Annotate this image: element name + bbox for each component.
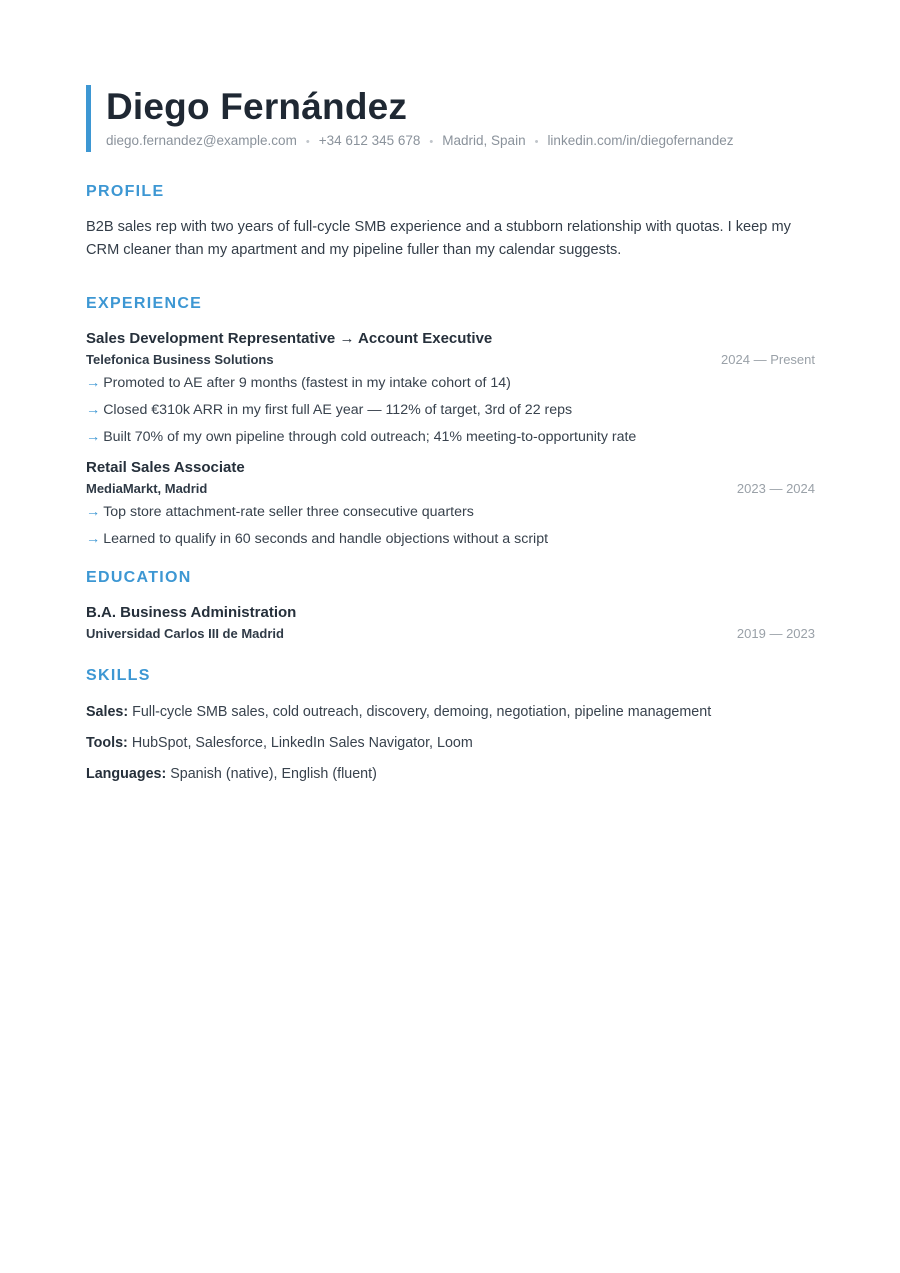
list-item (86, 427, 815, 447)
skill-row (86, 733, 815, 753)
skill-value: Spanish (native), English (fluent) (170, 766, 377, 782)
section-title-experience: EXPERIENCE (86, 295, 203, 312)
list-item (86, 529, 815, 549)
job-title: Retail Sales Associate (86, 459, 245, 476)
candidate-name: Diego Fernández (106, 86, 408, 127)
separator-dot: • (429, 136, 434, 148)
contact-email: diego.fernandez@example.com (106, 133, 297, 148)
education-section (86, 568, 815, 641)
separator-dot: • (534, 136, 539, 148)
skill-row (86, 702, 815, 722)
skill-label: Languages: (86, 766, 167, 782)
section-title-skills: SKILLS (86, 667, 151, 684)
job-company: MediaMarkt, Madrid (86, 481, 208, 496)
section-title-profile: PROFILE (86, 183, 165, 200)
education-dates: 2019 — 2023 (736, 626, 815, 641)
job-bullets (86, 502, 815, 549)
job-bullets (86, 373, 815, 447)
education-entry (86, 603, 815, 641)
school-name: Universidad Carlos III de Madrid (86, 626, 284, 641)
degree-title: B.A. Business Administration (86, 604, 297, 621)
separator-dot: • (305, 136, 310, 148)
job-dates: 2023 — 2024 (736, 481, 815, 496)
job-company: Telefonica Business Solutions (86, 352, 274, 367)
arrow-right-icon: → (86, 531, 101, 547)
skill-row (86, 764, 815, 784)
bullet-text: Closed €310k ARR in my first full AE year — 112% of target, 3rd of 22 reps (103, 402, 573, 418)
resume-header (86, 85, 734, 152)
arrow-right-icon: → (86, 429, 101, 445)
list-item (86, 400, 815, 420)
bullet-text: Promoted to AE after 9 months (fastest in my intake cohort of 14) (103, 375, 511, 391)
education-meta (86, 626, 815, 641)
job-entry (86, 329, 815, 447)
skills-list (86, 702, 815, 784)
profile-section (86, 182, 815, 262)
skill-label: Sales: (86, 704, 129, 720)
bullet-text: Top store attachment-rate seller three consecutive quarters (103, 504, 474, 520)
bullet-text: Built 70% of my own pipeline through cold outreach; 41% meeting-to-opportunity rate (103, 429, 637, 445)
job-dates: 2024 — Present (721, 352, 815, 367)
contact-phone: +34 612 345 678 (318, 133, 421, 148)
arrow-right-icon: → (86, 504, 101, 520)
skills-section (86, 666, 815, 784)
skill-value: Full-cycle SMB sales, cold outreach, discovery, demoing, negotiation, pipeline management (132, 704, 712, 720)
skill-value: HubSpot, Salesforce, LinkedIn Sales Navigator, Loom (131, 735, 473, 751)
contact-location: Madrid, Spain (442, 133, 526, 148)
experience-section (86, 294, 815, 549)
contact-line (106, 133, 734, 148)
resume-content (86, 182, 815, 795)
list-item (86, 373, 815, 393)
arrow-right-icon: → (86, 402, 101, 418)
list-item (86, 502, 815, 522)
skill-label: Tools: (86, 735, 128, 751)
job-title: Sales Development Representative → Account Executive (86, 330, 493, 347)
section-title-education: EDUCATION (86, 569, 192, 586)
arrow-right-icon: → (86, 375, 101, 391)
job-entry (86, 458, 815, 549)
job-meta (86, 352, 815, 367)
bullet-text: Learned to qualify in 60 seconds and handle objections without a script (103, 531, 549, 547)
job-meta (86, 481, 815, 496)
contact-linkedin: linkedin.com/in/diegofernandez (547, 133, 734, 148)
profile-summary: B2B sales rep with two years of full-cycle SMB experience and a stubborn relationship with quotas. I keep my CRM cleaner than my apartment and my pipeline fuller than my calendar suggests. (86, 219, 791, 258)
